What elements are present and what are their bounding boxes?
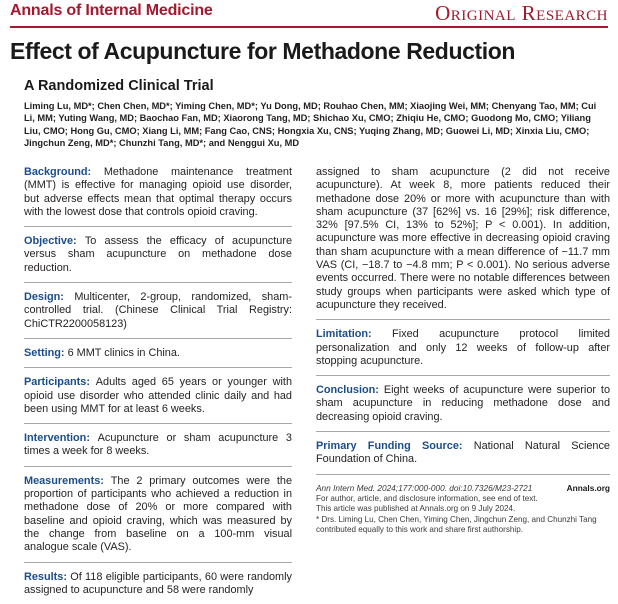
section-label: Primary Funding Source: xyxy=(316,440,463,453)
abstract-design xyxy=(24,291,292,339)
section-text: Adults aged 65 years or younger with opioid use disorder who attended clinic daily and had been using MMT for at least 6 weeks. xyxy=(24,376,292,415)
section-text: Methadone maintenance treatment (MMT) is effective for managing opioid use disorder, but adverse effects mean that optimal therapy occurs with the lowest dose that controls opioid craving. xyxy=(24,166,292,218)
abstract-left-column xyxy=(24,166,292,604)
abstract-setting xyxy=(24,347,292,368)
author-list: Liming Lu, MD*; Chen Chen, MD*; Yiming Chen, MD*; Yu Dong, MD; Rouhao Chen, MM; Xiaojing Wei, MM; Chenyang Tao, MM; Cui Li, MM; Yuting Wang, MD; Baochao Fan, MD; Xiaorong Tang, MD; Shichao Xu, CMO; Zhiqiu He, CMO; Guodong Mo, CMO; Yiliang Liu, CMO; Hong Gu, CMO; Xiang Li, MM; Fang Cao, CNS; Hongxia Xu, CNS; Yuqing Zhang, MD; Guowei Li, MD; Xinxia Liu, CMO; Jingchun Zeng, MD*; Chunzhi Tang, MD*; and Nenggui Xu, MD xyxy=(24,101,597,149)
abstract-participants xyxy=(24,376,292,424)
section-text: National Natural Science Foundation of China. xyxy=(316,440,610,466)
abstract-intervention xyxy=(24,432,292,467)
section-text: 6 MMT clinics in China. xyxy=(67,346,180,359)
section-label: Conclusion: xyxy=(316,384,379,397)
section-text: The 2 primary outcomes were the proportion of participants who achieved a reduction in methadone dose of 20% or more compared with baseline and opioid craving, which was measured by the change from baseline on a 100-mm visual analogue scale (VAS). xyxy=(24,474,293,554)
section-text: Of 118 eligible participants, 60 were randomly assigned to acupuncture and 58 were randomly xyxy=(24,570,292,596)
article-title: Effect of Acupuncture for Methadone Reduction xyxy=(10,38,516,64)
abstract-results xyxy=(24,571,292,604)
citation: Ann Intern Med. 2024;177:000-000. doi:10.7326/M23-2721 xyxy=(316,482,533,493)
section-label: Results: xyxy=(24,570,67,583)
section-text: To assess the efficacy of acupuncture versus sham acupuncture on methadone dose reduction. xyxy=(24,235,292,274)
abstract-results-continued xyxy=(316,166,610,320)
abstract-right-column xyxy=(316,166,610,536)
section-label: Design: xyxy=(24,291,64,304)
header-rule xyxy=(10,26,608,28)
footnote-author-info: For author, article, and disclosure information, see end of text. xyxy=(316,493,538,503)
footnote-equal-contribution: * Drs. Liming Lu, Chen Chen, Yiming Chen, Jingchun Zeng, and Chunzhi Tang contributed equally to this work and share first authorship. xyxy=(316,514,597,535)
section-label: Limitation: xyxy=(316,328,372,341)
footnote-published: This article was published at Annals.org on 9 July 2024. xyxy=(316,504,516,514)
site-link[interactable]: Annals.org xyxy=(566,482,610,493)
abstract-measurements xyxy=(24,475,292,563)
section-type: Original Research xyxy=(435,1,608,25)
section-label: Objective: xyxy=(24,235,77,248)
section-label: Participants: xyxy=(24,376,90,389)
section-label: Measurements: xyxy=(24,474,104,487)
abstract-conclusion xyxy=(316,384,610,432)
section-text: Eight weeks of acupuncture were superior to sham acupuncture in reducing methadone dose and decreasing opioid craving. xyxy=(316,384,610,423)
abstract-limitation xyxy=(316,328,610,376)
section-text: Multicenter, 2-group, randomized, sham-controlled trial. (Chinese Clinical Trial Registry: ChiCTR2200058123) xyxy=(24,291,292,330)
section-text: Acupuncture or sham acupuncture 3 times a week for 8 weeks. xyxy=(24,432,292,458)
section-label: Setting: xyxy=(24,346,65,359)
article-subtitle: A Randomized Clinical Trial xyxy=(24,78,214,94)
journal-name: Annals of Internal Medicine xyxy=(10,2,213,19)
section-label: Intervention: xyxy=(24,432,90,445)
abstract-background xyxy=(24,166,292,227)
abstract-funding xyxy=(316,440,610,475)
citation-row xyxy=(316,483,610,494)
section-label: Background: xyxy=(24,166,92,178)
section-text: assigned to sham acupuncture (2 did not receive acupuncture). At week 8, more patients reduced their methadone dose 20% or more with acupuncture than with sham acupuncture (37 [62%] vs. 16 [29%]; risk difference, 32% [97.5% CI, 13% to 52%]; P < 0.001). In addition, acupuncture was more effective in decreasing opioid craving than sham acupuncture with a mean difference of −11.7 mm VAS (CI, −18.7 to −4.8 mm; P < 0.001). No serious adverse events occurred. There were no notable differences between study groups when participants were asked which type of acupuncture they received. xyxy=(316,166,610,311)
abstract-objective xyxy=(24,235,292,283)
section-text: Fixed acupuncture protocol limited personalization and only 12 weeks of follow-up after stopping acupuncture. xyxy=(316,328,610,367)
